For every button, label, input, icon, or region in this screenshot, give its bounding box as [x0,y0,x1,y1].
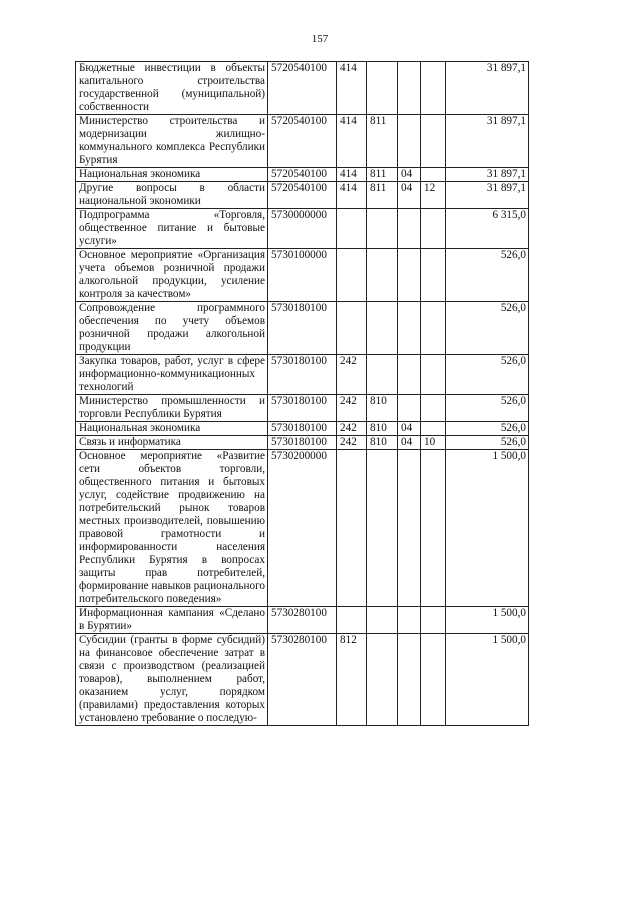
subsection-cell [421,634,446,726]
target-code-cell: 5730100000 [268,249,337,302]
row-name-cell: Основное мероприятие «Организация учета объемов розничной продажи алкогольной продукции, усиление контроля за качеством» [76,249,268,302]
ministry-code-cell [367,450,398,607]
row-name-cell: Бюджетные инвестиции в объекты капитального строительства государственной (муниципальной) собственности [76,62,268,115]
ministry-code-cell: 810 [367,422,398,436]
section-cell: 04 [398,436,421,450]
table-row [76,115,529,168]
expense-type-cell [337,249,367,302]
ministry-code-cell [367,209,398,249]
table-row [76,182,529,209]
target-code-cell: 5720540100 [268,182,337,209]
section-cell [398,607,421,634]
ministry-code-cell: 811 [367,115,398,168]
subsection-cell [421,249,446,302]
ministry-code-cell: 811 [367,182,398,209]
expense-type-cell: 242 [337,422,367,436]
section-cell [398,395,421,422]
amount-cell: 31 897,1 [446,168,529,182]
table-row [76,355,529,395]
expense-type-cell: 414 [337,182,367,209]
expense-type-cell [337,209,367,249]
table-row [76,302,529,355]
ministry-code-cell [367,302,398,355]
row-name-cell: Министерство строительства и модернизации жилищно-коммунального комплекса Республики Бурятия [76,115,268,168]
amount-cell: 31 897,1 [446,182,529,209]
target-code-cell: 5730180100 [268,355,337,395]
target-code-cell: 5720540100 [268,115,337,168]
table-row [76,209,529,249]
subsection-cell [421,395,446,422]
amount-cell: 31 897,1 [446,115,529,168]
expense-type-cell: 242 [337,436,367,450]
expense-type-cell: 414 [337,62,367,115]
table-row [76,395,529,422]
target-code-cell: 5730000000 [268,209,337,249]
section-cell: 04 [398,168,421,182]
amount-cell: 1 500,0 [446,450,529,607]
section-cell: 04 [398,182,421,209]
amount-cell: 1 500,0 [446,634,529,726]
expense-type-cell: 812 [337,634,367,726]
ministry-code-cell [367,355,398,395]
section-cell [398,115,421,168]
expense-type-cell [337,607,367,634]
subsection-cell [421,450,446,607]
table-row [76,249,529,302]
row-name-cell: Информационная кампания «Сделано в Бурятии» [76,607,268,634]
table-row [76,634,529,726]
target-code-cell: 5720540100 [268,62,337,115]
amount-cell: 6 315,0 [446,209,529,249]
amount-cell: 526,0 [446,302,529,355]
amount-cell: 31 897,1 [446,62,529,115]
page-number: 157 [311,33,329,45]
subsection-cell: 12 [421,182,446,209]
target-code-cell: 5730180100 [268,436,337,450]
section-cell [398,450,421,607]
row-name-cell: Сопровождение программного обеспечения по учету объемов розничной продажи алкогольной продукции [76,302,268,355]
row-name-cell: Связь и информатика [76,436,268,450]
section-cell [398,62,421,115]
ministry-code-cell: 810 [367,436,398,450]
ministry-code-cell [367,607,398,634]
row-name-cell: Национальная экономика [76,422,268,436]
table-row [76,436,529,450]
amount-cell: 1 500,0 [446,607,529,634]
subsection-cell [421,607,446,634]
subsection-cell [421,302,446,355]
expense-type-cell: 242 [337,395,367,422]
row-name-cell: Подпрограмма «Торговля, общественное питание и бытовые услуги» [76,209,268,249]
row-name-cell: Другие вопросы в области национальной экономики [76,182,268,209]
ministry-code-cell [367,249,398,302]
section-cell: 04 [398,422,421,436]
row-name-cell: Закупка товаров, работ, услуг в сфере информационно-коммуникационных технологий [76,355,268,395]
subsection-cell [421,422,446,436]
subsection-cell [421,355,446,395]
amount-cell: 526,0 [446,422,529,436]
budget-table [75,61,529,726]
table-row [76,62,529,115]
subsection-cell [421,209,446,249]
ministry-code-cell: 811 [367,168,398,182]
table-row [76,450,529,607]
subsection-cell: 10 [421,436,446,450]
section-cell [398,634,421,726]
ministry-code-cell: 810 [367,395,398,422]
expense-type-cell: 414 [337,168,367,182]
amount-cell: 526,0 [446,249,529,302]
row-name-cell: Министерство промышленности и торговли Республики Бурятия [76,395,268,422]
amount-cell: 526,0 [446,355,529,395]
ministry-code-cell [367,634,398,726]
ministry-code-cell [367,62,398,115]
target-code-cell: 5730280100 [268,607,337,634]
amount-cell: 526,0 [446,436,529,450]
amount-cell: 526,0 [446,395,529,422]
subsection-cell [421,62,446,115]
target-code-cell: 5730180100 [268,422,337,436]
row-name-cell: Субсидии (гранты в форме субсидий) на финансовое обеспечение затрат в связи с производством (реализацией товаров), выполнением работ, оказанием услуг, порядком (правилами) предоставления которых установлено требование о последую- [76,634,268,726]
subsection-cell [421,115,446,168]
section-cell [398,355,421,395]
expense-type-cell [337,302,367,355]
target-code-cell: 5730180100 [268,395,337,422]
expense-type-cell [337,450,367,607]
expense-type-cell: 242 [337,355,367,395]
table-row [76,422,529,436]
target-code-cell: 5730280100 [268,634,337,726]
expense-type-cell: 414 [337,115,367,168]
section-cell [398,302,421,355]
table-row [76,168,529,182]
target-code-cell: 5720540100 [268,168,337,182]
row-name-cell: Основное мероприятие «Развитие сети объектов торговли, общественного питания и бытовых услуг, содействие продвижению на потребительский рынок товаров местных производителей, повышению правовой грамотности и информированности населения Республики Бурятия в вопросах защиты прав потребителей, формирование навыков рационального потребительского поведения» [76,450,268,607]
section-cell [398,249,421,302]
section-cell [398,209,421,249]
table-row [76,607,529,634]
subsection-cell [421,168,446,182]
target-code-cell: 5730200000 [268,450,337,607]
row-name-cell: Национальная экономика [76,168,268,182]
target-code-cell: 5730180100 [268,302,337,355]
